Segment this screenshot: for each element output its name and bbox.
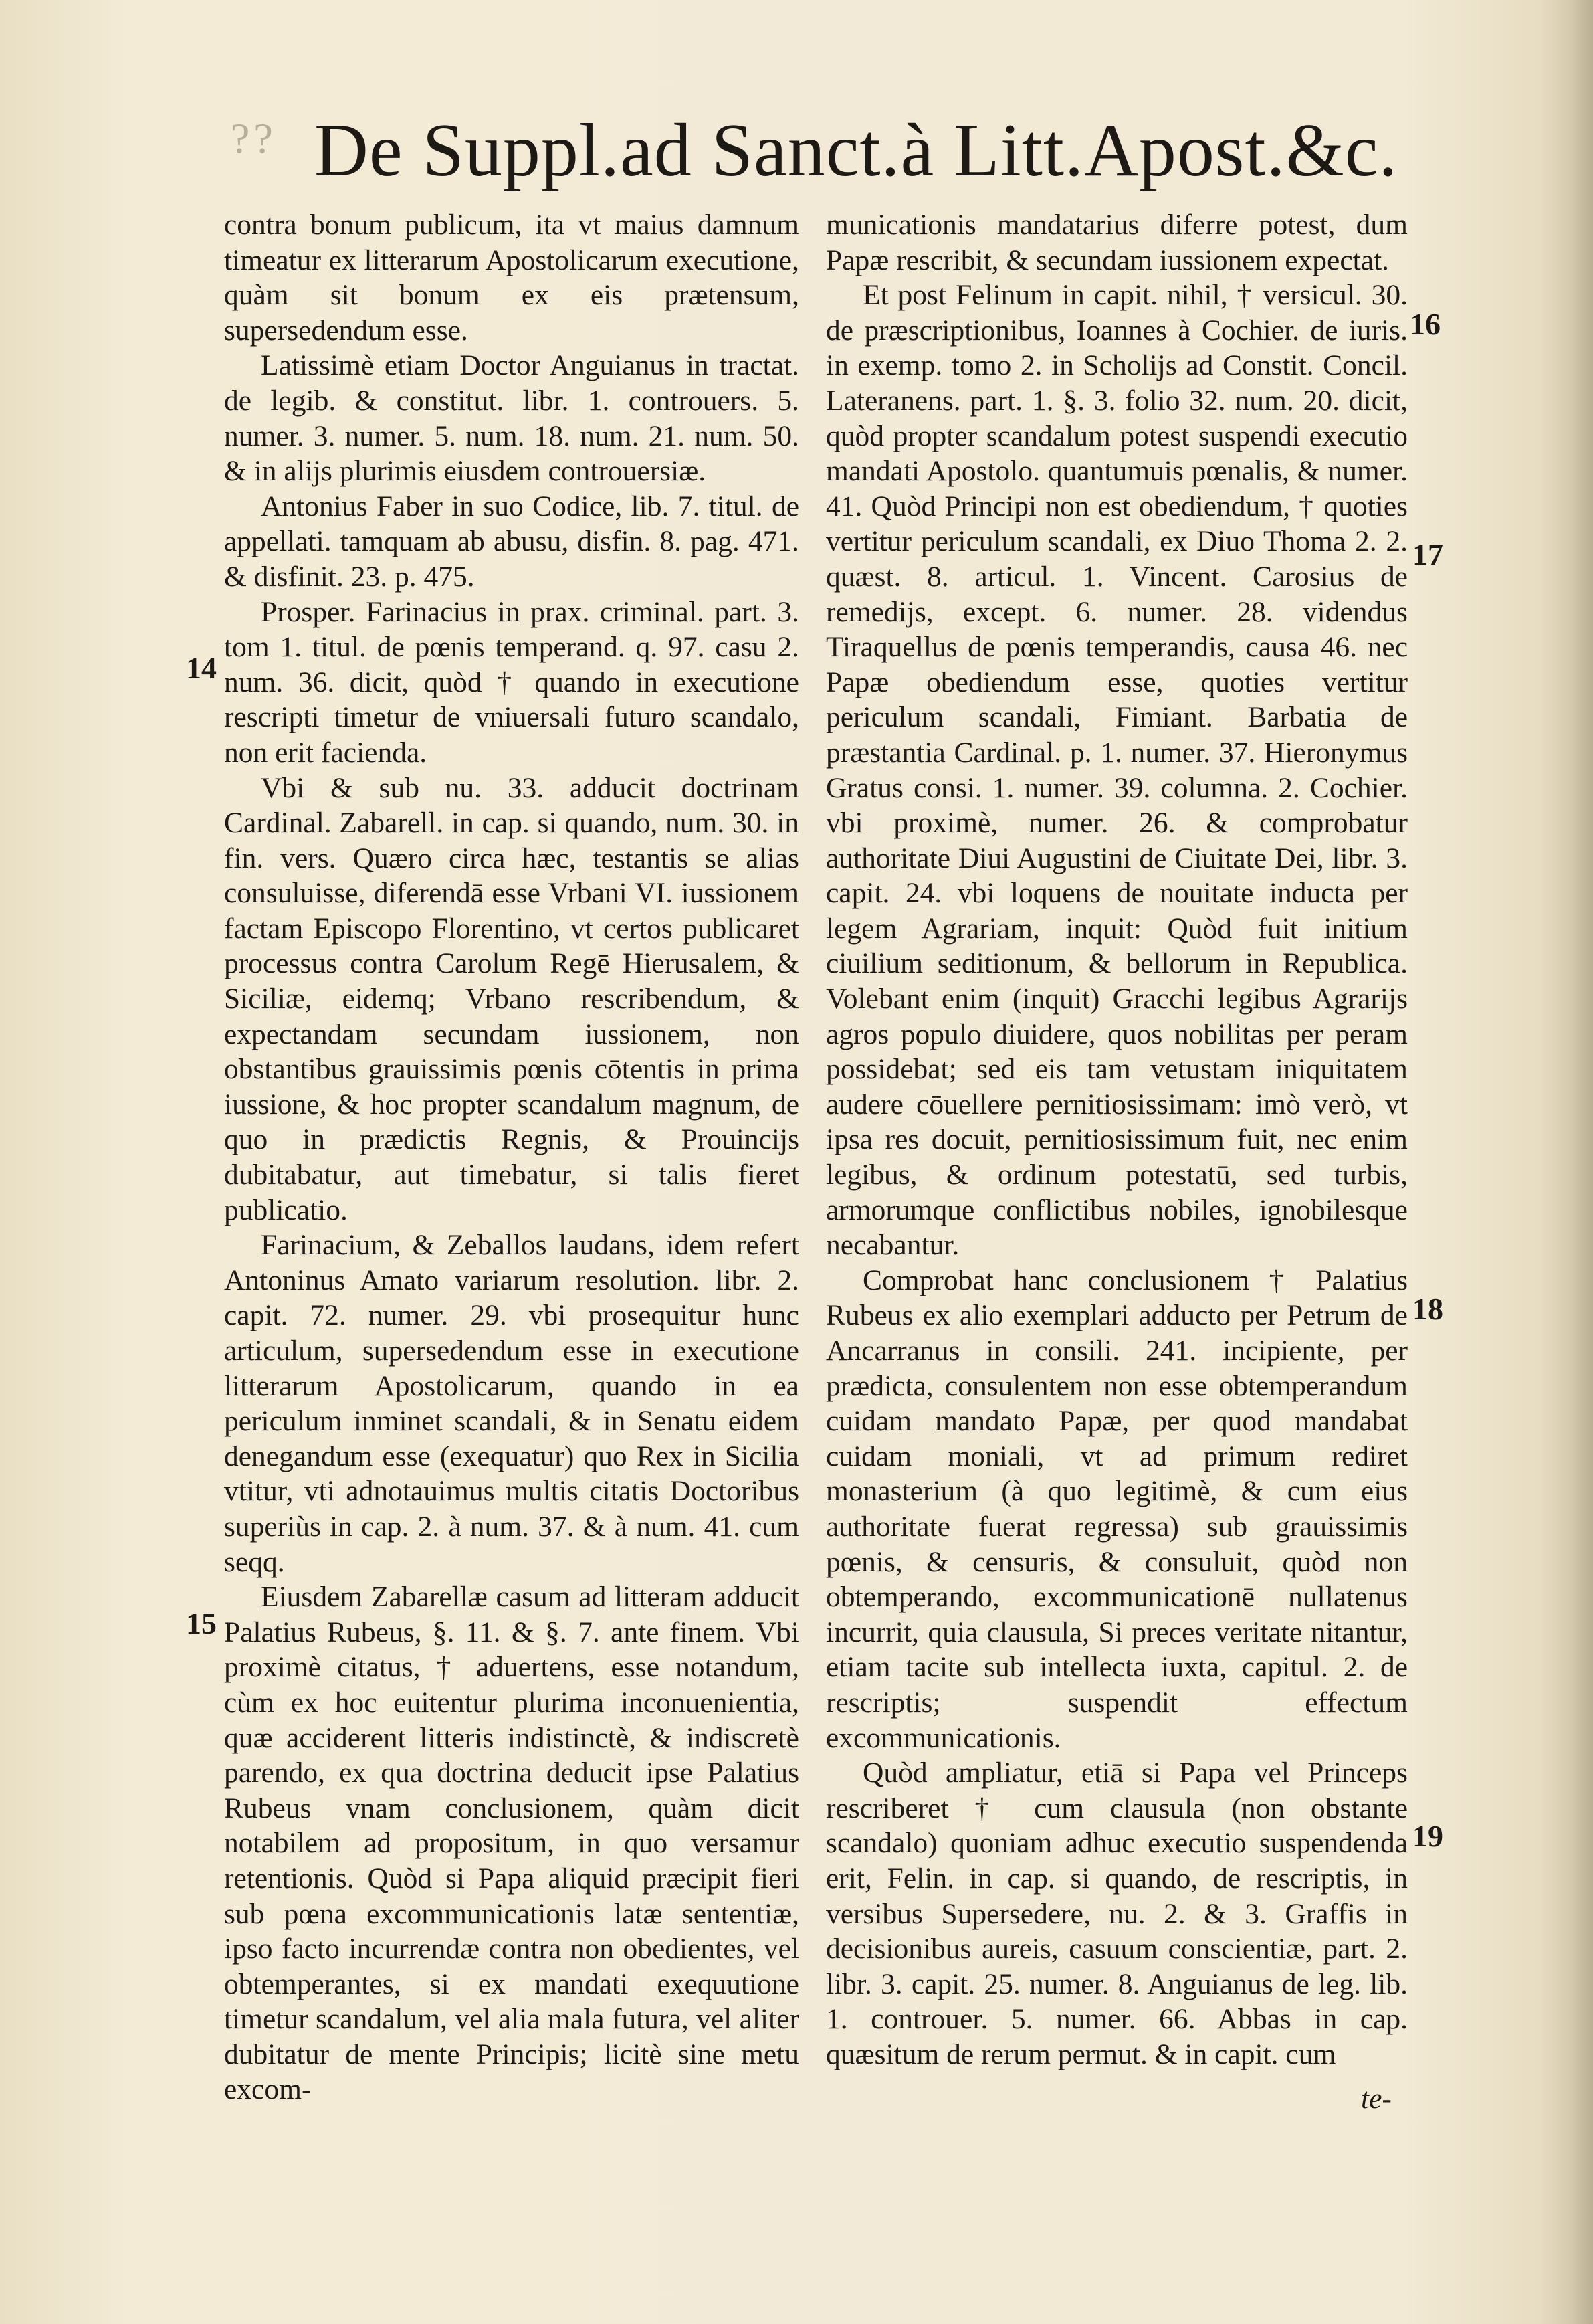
page-number: ?? (231, 114, 277, 162)
margin-number: 16 (1410, 307, 1441, 341)
right-paragraph: municationis mandatarius diferre potest, dum Papæ rescribit, & secundam iussionem expectat. (826, 209, 1408, 276)
catchword: te- (1361, 2083, 1392, 2115)
left-paragraph: Latissimè etiam Doctor Anguianus in tractat. de legib. & constitut. libr. 1. controuers. 5. numer. 3. numer. 5. num. 18. num. 21. num. 50. & in alijs plurimis eiusdem controuersiæ. (224, 349, 799, 488)
right-column (826, 207, 1408, 2072)
right-paragraph: Et post Felinum in capit. nihil, † versicul. 30. de præscriptionibus, Ioannes à Cochier. de iuris. in exemp. tomo 2. in Scholijs ad Constit. Concil. Lateranens. part. 1. §. 3. folio 32. num. 20. dicit, quòd propter scandalum potest suspendi executio mandati Apostolo. quantumuis pœnalis, & numer. 41. Quòd Principi non est obediendum, † quoties vertitur periculum scandali, ex Diuo Thoma 2. 2. quæst. 8. articul. 1. Vincent. Carosius de remedijs, except. 6. numer. 28. videndus Tiraquellus de pœnis temperandis, causa 46. nec Papæ obediendum esse, quoties vertitur periculum scandali, Fimiant. Barbatia de præstantia Cardinal. p. 1. numer. 37. Hieronymus Gratus consi. 1. numer. 39. columna. 2. Cochier. vbi proximè, numer. 26. & comprobatur authoritate Diui Augustini de Ciuitate Dei, libr. 3. capit. 24. vbi loquens de nouitate inducta per legem Agrariam, inquit: Quòd fuit initium ciuilium seditionum, & bellorum in Republica. Volebant enim (inquit) Gracchi legibus Agrarijs agros populo diuidere, quos nobilitas per peram possidebat; sed eis tam vetustam iniquitatem audere cōuellere pernitiosissimam: imò verò, vt ipsa res docuit, pernitiosissimum fuit, nec enim legibus, & ordinum potestatū, sed turbis, armorumque conflictibus nobiles, ignobilesque necabantur. (826, 279, 1408, 1262)
left-paragraph: Eiusdem Zabarellæ casum ad litteram adducit Palatius Rubeus, §. 11. & §. 7. ante finem. Vbi proximè citatus, † aduertens, esse notandum, cùm ex hoc euitentur plurima inconuenientia, quæ acciderent litteris indistinctè, & indiscretè parendo, ex qua doctrina deducit ipse Palatius Rubeus vnam conclusionem, quàm dicit notabilem ad propositum, in quo versamur retentionis. Quòd si Papa aliquid præcipit fieri sub pœna excommunicationis latæ sententiæ, ipso facto incurrendæ contra non obedientes, vel obtemperantes, si ex mandati exequutione timetur scandalum, vel alia mala futura, vel aliter dubitatur de mente Principis; licitè sine metu excom- (224, 1581, 799, 2106)
margin-number: 18 (1412, 1292, 1443, 1326)
left-paragraph: Antonius Faber in suo Codice, lib. 7. titul. de appellati. tamquam ab abusu, disfin. 8. pag. 471. & disfinit. 23. p. 475. (224, 490, 799, 593)
left-paragraph: Vbi & sub nu. 33. adducit doctrinam Cardinal. Zabarell. in cap. si quando, num. 30. in fin. vers. Quæro circa hæc, testantis se alias consuluisse, diferendā esse Vrbani VI. iussionem factam Episcopo Florentino, vt certos publicaret processus contra Carolum Regē Hierusalem, & Siciliæ, eidemq; Vrbano rescribendum, & expectandam secundam iussionem, non obstantibus grauissimis pœnis cōtentis in prima iussione, & hoc propter scandalum magnum, de quo in prædictis Regnis, & Prouincijs dubitabatur, aut timebatur, si talis fieret publicatio. (224, 771, 799, 1226)
left-paragraph: contra bonum publicum, ita vt maius damnum timeatur ex litterarum Apostolicarum executione, quàm sit bonum ex eis prætensum, supersedendum esse. (224, 209, 799, 347)
left-paragraph: Prosper. Farinacius in prax. criminal. part. 3. tom 1. titul. de pœnis temperand. q. 97. casu 2. num. 36. dicit, quòd † quando in executione rescripti timetur de vniuersali futuro scandalo, non erit facienda. (224, 595, 799, 769)
left-column (224, 207, 799, 2107)
left-paragraph: Farinacium, & Zeballos laudans, idem refert Antoninus Amato variarum resolution. libr. 2. capit. 72. numer. 29. vbi prosequitur hunc articulum, supersedendum esse in executione litterarum Apostolicarum, quando in ea periculum inminet scandali, & in Senatu eidem denegandum esse (exequatur) quo Rex in Sicilia vtitur, vti adnotauimus multis citatis Doctoribus superiùs in cap. 2. à num. 37. & à num. 41. cum seqq. (224, 1229, 799, 1578)
margin-number: 14 (186, 651, 217, 685)
page-edge-shadow (1539, 0, 1593, 2324)
right-paragraph: Comprobat hanc conclusionem † Palatius Rubeus ex alio exemplari adducto per Petrum de Ancarranus in consili. 241. incipiente, per prædicta, consulentem non esse obtemperandum cuidam mandato Papæ, per quod mandabat cuidam moniali, vt ad primum rediret monasterium (à quo legitimè, & cum eius authoritate fuerat regressa) sub grauissimis pœnis, & censuris, & consuluit, quòd non obtemperando, excommunicationē nullatenus incurrit, quia clausula, Si preces veritate nitantur, etiam tacite sub intellecta iuxta, capitul. 2. de rescriptis; suspendit effectum excommunicationis. (826, 1264, 1408, 1754)
margin-number: 17 (1412, 537, 1443, 571)
running-header: De Suppl.ad Sanct.à Litt.Apost.&c. (314, 109, 1398, 192)
margin-number: 19 (1412, 1819, 1443, 1853)
right-paragraph: Quòd ampliatur, etiā si Papa vel Princeps rescriberet † cum clausula (non obstante scandalo) quoniam adhuc executio suspendenda erit, Felin. in cap. si quando, de rescriptis, in versibus Supersedere, nu. 2. & 3. Graffis in decisionibus aureis, casuum conscientiæ, part. 2. libr. 3. capit. 25. numer. 8. Anguianus de leg. lib. 1. controuer. 5. numer. 66. Abbas in cap. quæsitum de rerum permut. & in capit. cum (826, 1757, 1408, 2070)
margin-number: 15 (186, 1606, 217, 1640)
